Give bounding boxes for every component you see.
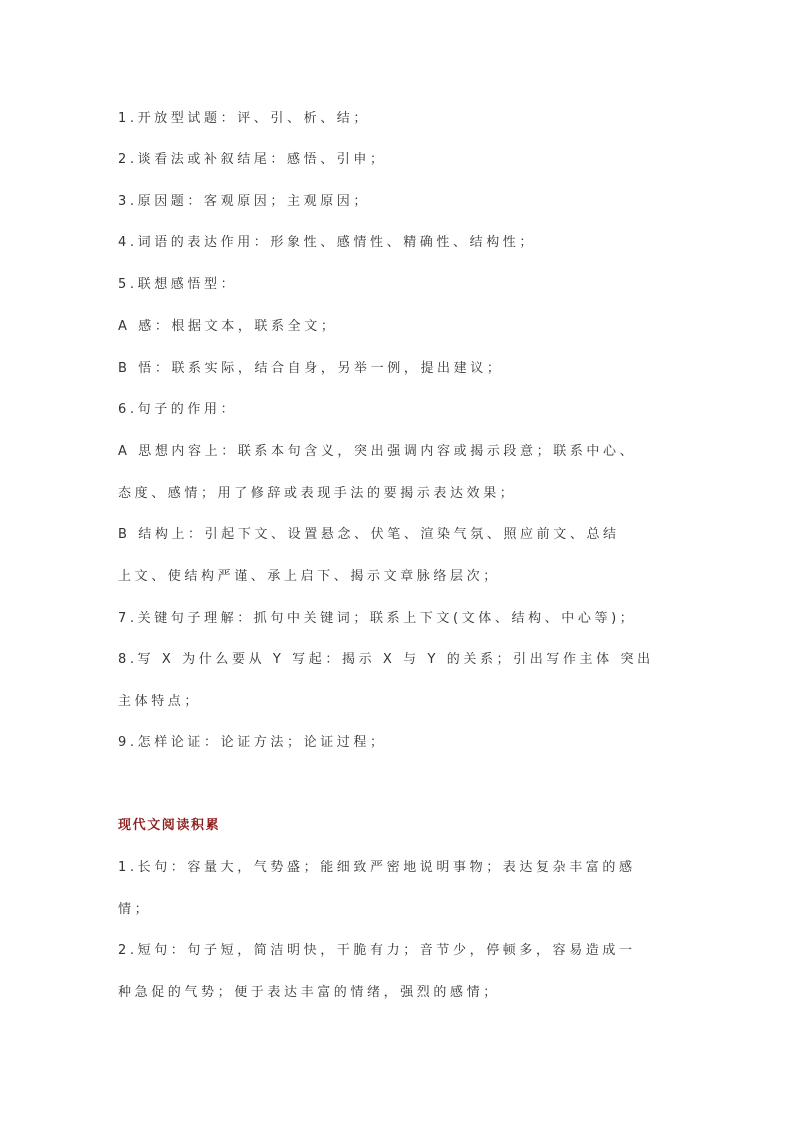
text-line: 4.词语的表达作用：形象性、感情性、精确性、结构性； <box>118 235 537 250</box>
text-line: 种急促的气势；便于表达丰富的情绪，强烈的感情； <box>118 985 500 1000</box>
text-line: 5.联想感悟型： <box>118 277 238 292</box>
text-line: A 思想内容上：联系本句含义，突出强调内容或揭示段意；联系中心、 <box>118 444 637 459</box>
text-line: 上文、使结构严谨、承上启下、揭示文章脉络层次； <box>118 569 500 584</box>
text-line: 情； <box>118 902 152 917</box>
text-line: 2.谈看法或补叙结尾：感悟、引申； <box>118 152 387 167</box>
text-line: 2.短句：句子短，简洁明快，干脆有力；音节少，停顿多，容易造成一 <box>118 943 636 958</box>
text-line: 7.关键句子理解：抓句中关键词；联系上下文(文体、结构、中心等)； <box>118 611 637 626</box>
text-line: 1.开放型试题：评、引、析、结； <box>118 111 371 126</box>
text-line: B 结构上：引起下文、设置悬念、伏笔、渲染气氛、照应前文、总结 <box>118 527 620 542</box>
section-heading: 现代文阅读积累 <box>118 818 221 833</box>
text-line: A 感：根据文本，联系全文； <box>118 319 338 334</box>
text-line: 3.原因题：客观原因；主观原因； <box>118 194 371 209</box>
text-line: 态度、感情；用了修辞或表现手法的要揭示表达效果； <box>118 486 517 501</box>
text-line: 6.句子的作用： <box>118 402 238 417</box>
text-line: 1.长句：容量大，气势盛；能细致严密地说明事物；表达复杂丰富的感 <box>118 860 636 875</box>
text-line: B 悟：联系实际，结合自身，另举一例，提出建议； <box>118 361 504 376</box>
text-line: 9.怎样论证：论证方法；论证过程； <box>118 735 387 750</box>
text-line: 主体特点； <box>118 694 202 709</box>
text-line: 8.写 X 为什么要从 Y 写起：揭示 X 与 Y 的关系；引出写作主体 突出 <box>118 652 654 667</box>
